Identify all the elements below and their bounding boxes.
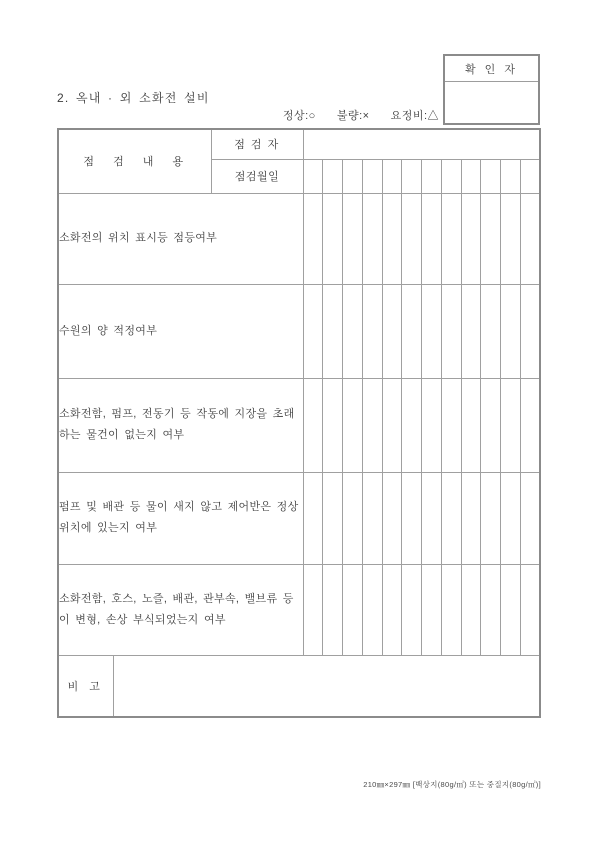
date-cell	[422, 284, 442, 378]
date-cell	[402, 159, 422, 193]
date-cell	[441, 564, 461, 655]
inspection-item-label: 펌프 및 배관 등 물이 새지 않고 제어반은 정상위치에 있는지 여부	[58, 472, 303, 564]
inspection-item-label: 소화전함, 호스, 노즐, 배관, 관부속, 밸브류 등이 변형, 손상 부식되었는지 여부	[58, 564, 303, 655]
date-cell	[481, 472, 501, 564]
remarks-row	[58, 655, 540, 717]
date-cell	[343, 564, 363, 655]
date-cell	[501, 378, 521, 472]
date-cell	[461, 159, 481, 193]
date-cell	[402, 378, 422, 472]
inspection-item-label: 소화전함, 펌프, 전동기 등 작동에 지장을 초래하는 물건이 없는지 여부	[58, 378, 303, 472]
date-cell	[520, 378, 540, 472]
legend-item-repair: 요정비:△	[390, 110, 439, 122]
date-cell	[422, 564, 442, 655]
date-cell	[422, 193, 442, 284]
date-cell	[461, 193, 481, 284]
date-cell	[382, 564, 402, 655]
date-cell	[382, 193, 402, 284]
date-cell	[422, 159, 442, 193]
date-header-cell: 점검월일	[211, 159, 303, 193]
date-cell	[520, 284, 540, 378]
confirmer-label: 확 인 자	[445, 56, 538, 82]
date-cell	[343, 159, 363, 193]
legend-item-normal: 정상:○	[282, 110, 316, 122]
date-cell	[461, 472, 481, 564]
date-cell	[303, 193, 323, 284]
inspection-table	[57, 128, 541, 718]
date-cell	[382, 159, 402, 193]
remarks-entry-cell	[113, 655, 540, 717]
date-cell	[323, 378, 343, 472]
date-cell	[501, 193, 521, 284]
inspector-header-row	[58, 129, 540, 159]
inspection-row	[58, 564, 540, 655]
date-cell	[481, 159, 501, 193]
date-cell	[362, 284, 382, 378]
inspection-row	[58, 472, 540, 564]
date-cell	[323, 193, 343, 284]
date-cell	[501, 472, 521, 564]
date-cell	[402, 284, 422, 378]
confirmer-signature-area	[445, 82, 538, 123]
date-cell	[461, 378, 481, 472]
remarks-label-cell: 비 고	[58, 655, 113, 717]
date-cell	[382, 378, 402, 472]
inspection-item-label: 수원의 양 적정여부	[58, 284, 303, 378]
confirmer-box	[443, 54, 540, 125]
date-cell	[481, 284, 501, 378]
content-header-cell: 점 검 내 용	[58, 129, 211, 193]
inspection-row	[58, 378, 540, 472]
paper-spec-footer: 210㎜×297㎜ [백상지(80g/㎡) 또는 중질지(80g/㎡)]	[363, 780, 541, 789]
date-cell	[303, 378, 323, 472]
date-cell	[422, 378, 442, 472]
date-cell	[441, 378, 461, 472]
date-cell	[402, 193, 422, 284]
status-legend	[57, 107, 439, 123]
date-cell	[402, 564, 422, 655]
date-cell	[323, 472, 343, 564]
date-cell	[501, 564, 521, 655]
date-cell	[402, 472, 422, 564]
date-cell	[481, 564, 501, 655]
date-cell	[303, 284, 323, 378]
date-cell	[481, 193, 501, 284]
inspector-entry-cell	[303, 129, 540, 159]
date-cell	[422, 472, 442, 564]
date-cell	[343, 472, 363, 564]
date-cell	[481, 378, 501, 472]
date-cell	[461, 284, 481, 378]
date-cell	[303, 472, 323, 564]
date-cell	[362, 378, 382, 472]
date-cell	[520, 564, 540, 655]
date-cell	[343, 378, 363, 472]
date-cell	[362, 193, 382, 284]
date-cell	[362, 159, 382, 193]
date-cell	[362, 564, 382, 655]
date-cell	[303, 564, 323, 655]
date-cell	[362, 472, 382, 564]
inspector-header-cell: 점 검 자	[211, 129, 303, 159]
inspection-row	[58, 284, 540, 378]
inspection-row	[58, 193, 540, 284]
date-cell	[441, 193, 461, 284]
date-cell	[441, 159, 461, 193]
date-cell	[520, 159, 540, 193]
section-title: 2. 옥내 · 외 소화전 설비	[57, 91, 210, 105]
inspection-item-label: 소화전의 위치 표시등 점등여부	[58, 193, 303, 284]
date-cell	[441, 472, 461, 564]
date-cell	[303, 159, 323, 193]
date-cell	[520, 193, 540, 284]
date-cell	[501, 284, 521, 378]
date-cell	[343, 193, 363, 284]
date-cell	[323, 564, 343, 655]
date-cell	[520, 472, 540, 564]
date-cell	[441, 284, 461, 378]
legend-item-defective: 불량:×	[336, 110, 370, 122]
date-cell	[382, 284, 402, 378]
date-cell	[343, 284, 363, 378]
date-cell	[323, 284, 343, 378]
date-cell	[501, 159, 521, 193]
date-cell	[323, 159, 343, 193]
date-cell	[461, 564, 481, 655]
date-cell	[382, 472, 402, 564]
